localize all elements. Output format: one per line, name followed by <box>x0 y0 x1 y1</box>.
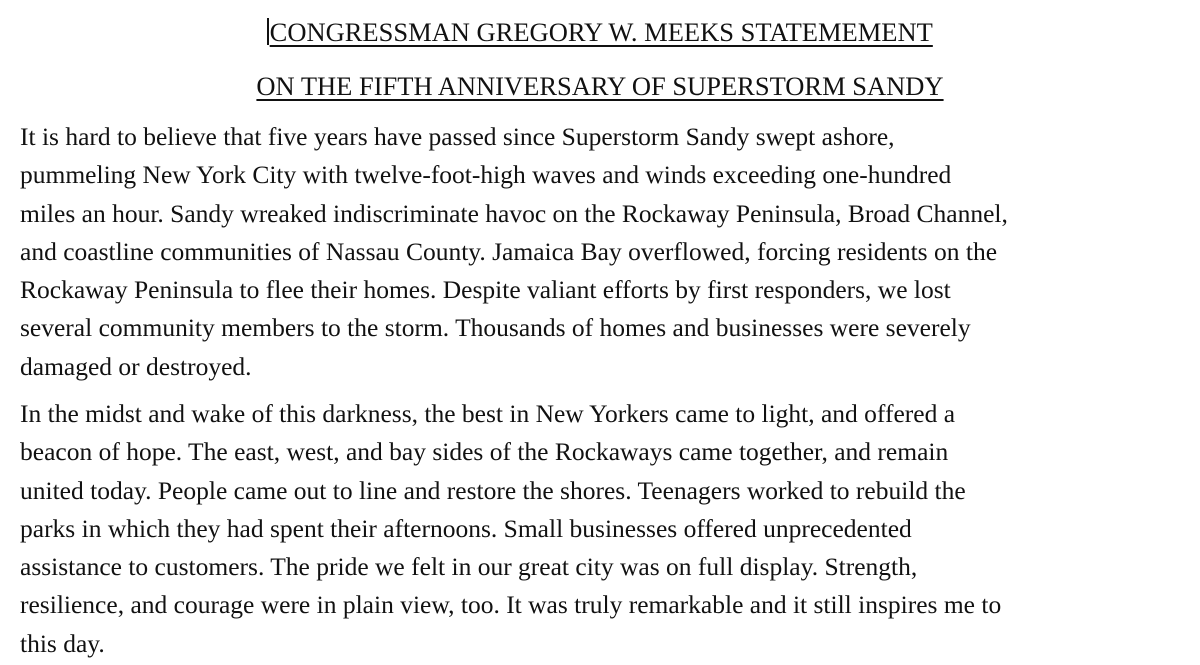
paragraph-line: beacon of hope. The east, west, and bay sides of the Rockaways came together, and remain <box>20 437 949 467</box>
title-line-1: CONGRESSMAN GREGORY W. MEEKS STATEMEMENT <box>269 17 933 47</box>
statement-title <box>0 16 1200 48</box>
paragraph-line: and coastline communities of Nassau County. Jamaica Bay overflowed, forcing residents on the <box>20 236 998 266</box>
paragraph-line: united today. People came out to line and restore the shores. Teenagers worked to rebuild the <box>20 475 966 505</box>
paragraph-line: this day. <box>20 628 105 658</box>
paragraph-line: assistance to customers. The pride we felt in our great city was on full display. Strength, <box>20 552 918 582</box>
paragraph-line: pummeling New York City with twelve-foot-high waves and winds exceeding one-hundred <box>20 160 952 190</box>
paragraph-line: several community members to the storm. Thousands of homes and businesses were severely <box>20 313 971 343</box>
paragraph-line: Rockaway Peninsula to flee their homes. Despite valiant efforts by first responders, we lost <box>20 275 951 305</box>
paragraph-1 <box>20 118 1190 386</box>
statement-subtitle <box>0 70 1200 102</box>
paragraph-line: miles an hour. Sandy wreaked indiscriminate havoc on the Rockaway Peninsula, Broad Channel, <box>20 198 1008 228</box>
paragraph-line: It is hard to believe that five years have passed since Superstorm Sandy swept ashore, <box>20 122 895 151</box>
paragraph-2 <box>20 395 1190 663</box>
paragraph-line: In the midst and wake of this darkness, the best in New Yorkers came to light, and offered a <box>20 399 956 428</box>
paragraph-line: damaged or destroyed. <box>20 351 252 381</box>
paragraph-line: resilience, and courage were in plain view, too. It was truly remarkable and it still inspires me to <box>20 590 1002 620</box>
paragraph-line: parks in which they had spent their afternoons. Small businesses offered unprecedented <box>20 513 912 543</box>
text-cursor <box>267 18 269 45</box>
title-line-2: ON THE FIFTH ANNIVERSARY OF SUPERSTORM SANDY <box>256 71 944 101</box>
